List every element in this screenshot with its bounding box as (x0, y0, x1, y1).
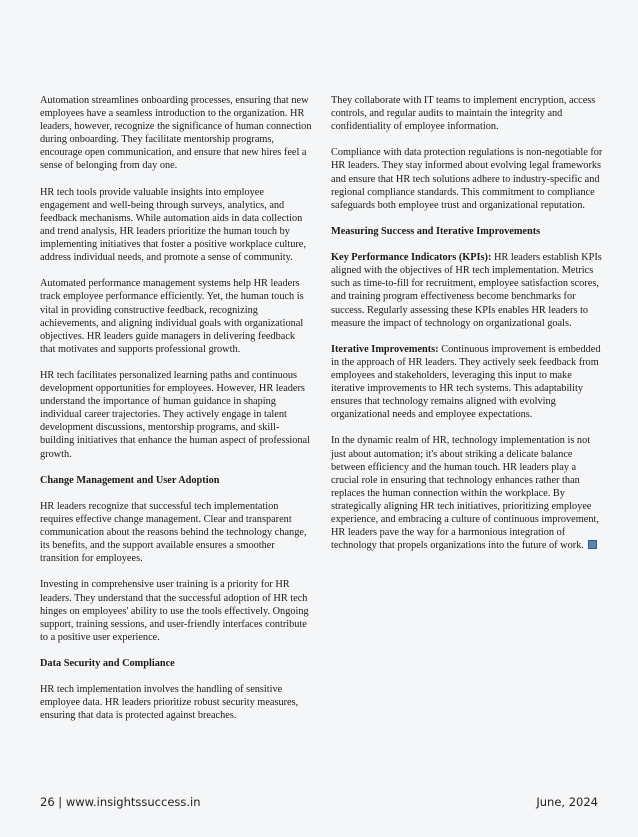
paragraph-change-management: HR leaders recognize that successful tech implementation requires effective change management. Clear and transparent communication about the reasons behind the technology change, its benefits, and the support available ensures a smoother transition for employees. (40, 500, 307, 565)
conclusion-text: In the dynamic realm of HR, technology implementation is not just about automation; it's about striking a delicate balance between efficiency and the human touch. HR leaders play a crucial role in ensuring that technology enhances rather than replaces the human connection within the workplace. By strategically aligning HR tech initiatives, prioritizing employee experience, and embracing a culture of continuous improvement, HR leaders pave the way for a harmonious integration of technology that propels organizations into the future of work. (331, 435, 599, 552)
paragraph-it-collaboration: They collaborate with IT teams to implement encryption, access controls, and regular audits to maintain the integrity and confidentiality of employee information. (331, 95, 596, 133)
heading-measuring-success: Measuring Success and Iterative Improvements (331, 225, 541, 237)
left-column (40, 94, 312, 736)
paragraph-compliance: Compliance with data protection regulations is non-negotiable for HR leaders. They stay informed about evolving legal frameworks and ensure that HR tech solutions adhere to industry-specific and regional compliance standards. This commitment to compliance safeguards both employee trust and organizational reputation. (331, 147, 603, 211)
paragraph-kpis (331, 251, 603, 330)
paragraph-onboarding: Automation streamlines onboarding processes, ensuring that new employees have a seamless introduction to the organization. HR leaders, however, recognize the significance of human connection during onboarding. They facilitate mentorship programs, encourage open communication, and ensure that new hires feel a sense of belonging from day one. (40, 95, 312, 172)
paragraph-engagement: HR tech tools provide valuable insights into employee engagement and well-being through surveys, analytics, and feedback mechanisms. While automation aids in data collection and trend analysis, HR leaders prioritize the human touch by implementing initiatives that foster a positive workplace culture, address individual needs, and promote a sense of community. (40, 186, 306, 264)
paragraph-performance: Automated performance management systems help HR leaders track employee performance efficiently. Yet, the human touch is vital in providing constructive feedback, recognizing achievements, and aligning individual goals with organizational objectives. HR leaders guide managers in delivering feedback that motivates and supports professional growth. (40, 278, 304, 355)
footer-date: June, 2024 (536, 795, 598, 809)
right-column (331, 94, 603, 565)
kpis-text: HR leaders establish KPIs aligned with the objectives of HR tech implementation. Metrics such as time-to-fill for recruitment, employee satisfaction scores, and training program effectiveness become benchmarks for success. Regularly assessing these KPIs enables HR leaders to measure the impact of technology on organizational goals. (331, 252, 602, 329)
paragraph-iterative (331, 343, 603, 422)
iterative-lead: Iterative Improvements: (331, 343, 439, 355)
heading-data-security: Data Security and Compliance (40, 658, 175, 670)
paragraph-data-security: HR tech implementation involves the handling of sensitive employee data. HR leaders prioritize robust security measures, ensuring that data is protected against breaches. (40, 684, 299, 722)
heading-change-management: Change Management and User Adoption (40, 474, 220, 486)
footer-page-site: 26 | www.insightssuccess.in (40, 795, 201, 809)
kpis-lead: Key Performance Indicators (KPIs): (331, 252, 492, 264)
paragraph-conclusion (331, 434, 603, 552)
iterative-text: Continuous improvement is embedded in the approach of HR leaders. They actively seek feedback from employees and stakeholders, leveraging this input to make iterative improvements to HR tech systems. This adaptability ensures that technology remains aligned with evolving organizational needs and employee expectations. (331, 343, 601, 421)
paragraph-user-training: Investing in comprehensive user training is a priority for HR leaders. They understand that the successful adoption of HR tech hinges on employees' ability to use the tools effectively. Ongoing support, training sessions, and user-friendly interfaces contribute to a positive user experience. (40, 579, 309, 643)
end-mark-icon (588, 540, 597, 549)
paragraph-learning: HR tech facilitates personalized learning paths and continuous development opportunities for employees. However, HR leaders understand the importance of human guidance in shaping individual career trajectories. They actively engage in talent development discussions, mentorship programs, and skill-building initiatives that enhance the human aspect of professional growth. (40, 369, 310, 460)
